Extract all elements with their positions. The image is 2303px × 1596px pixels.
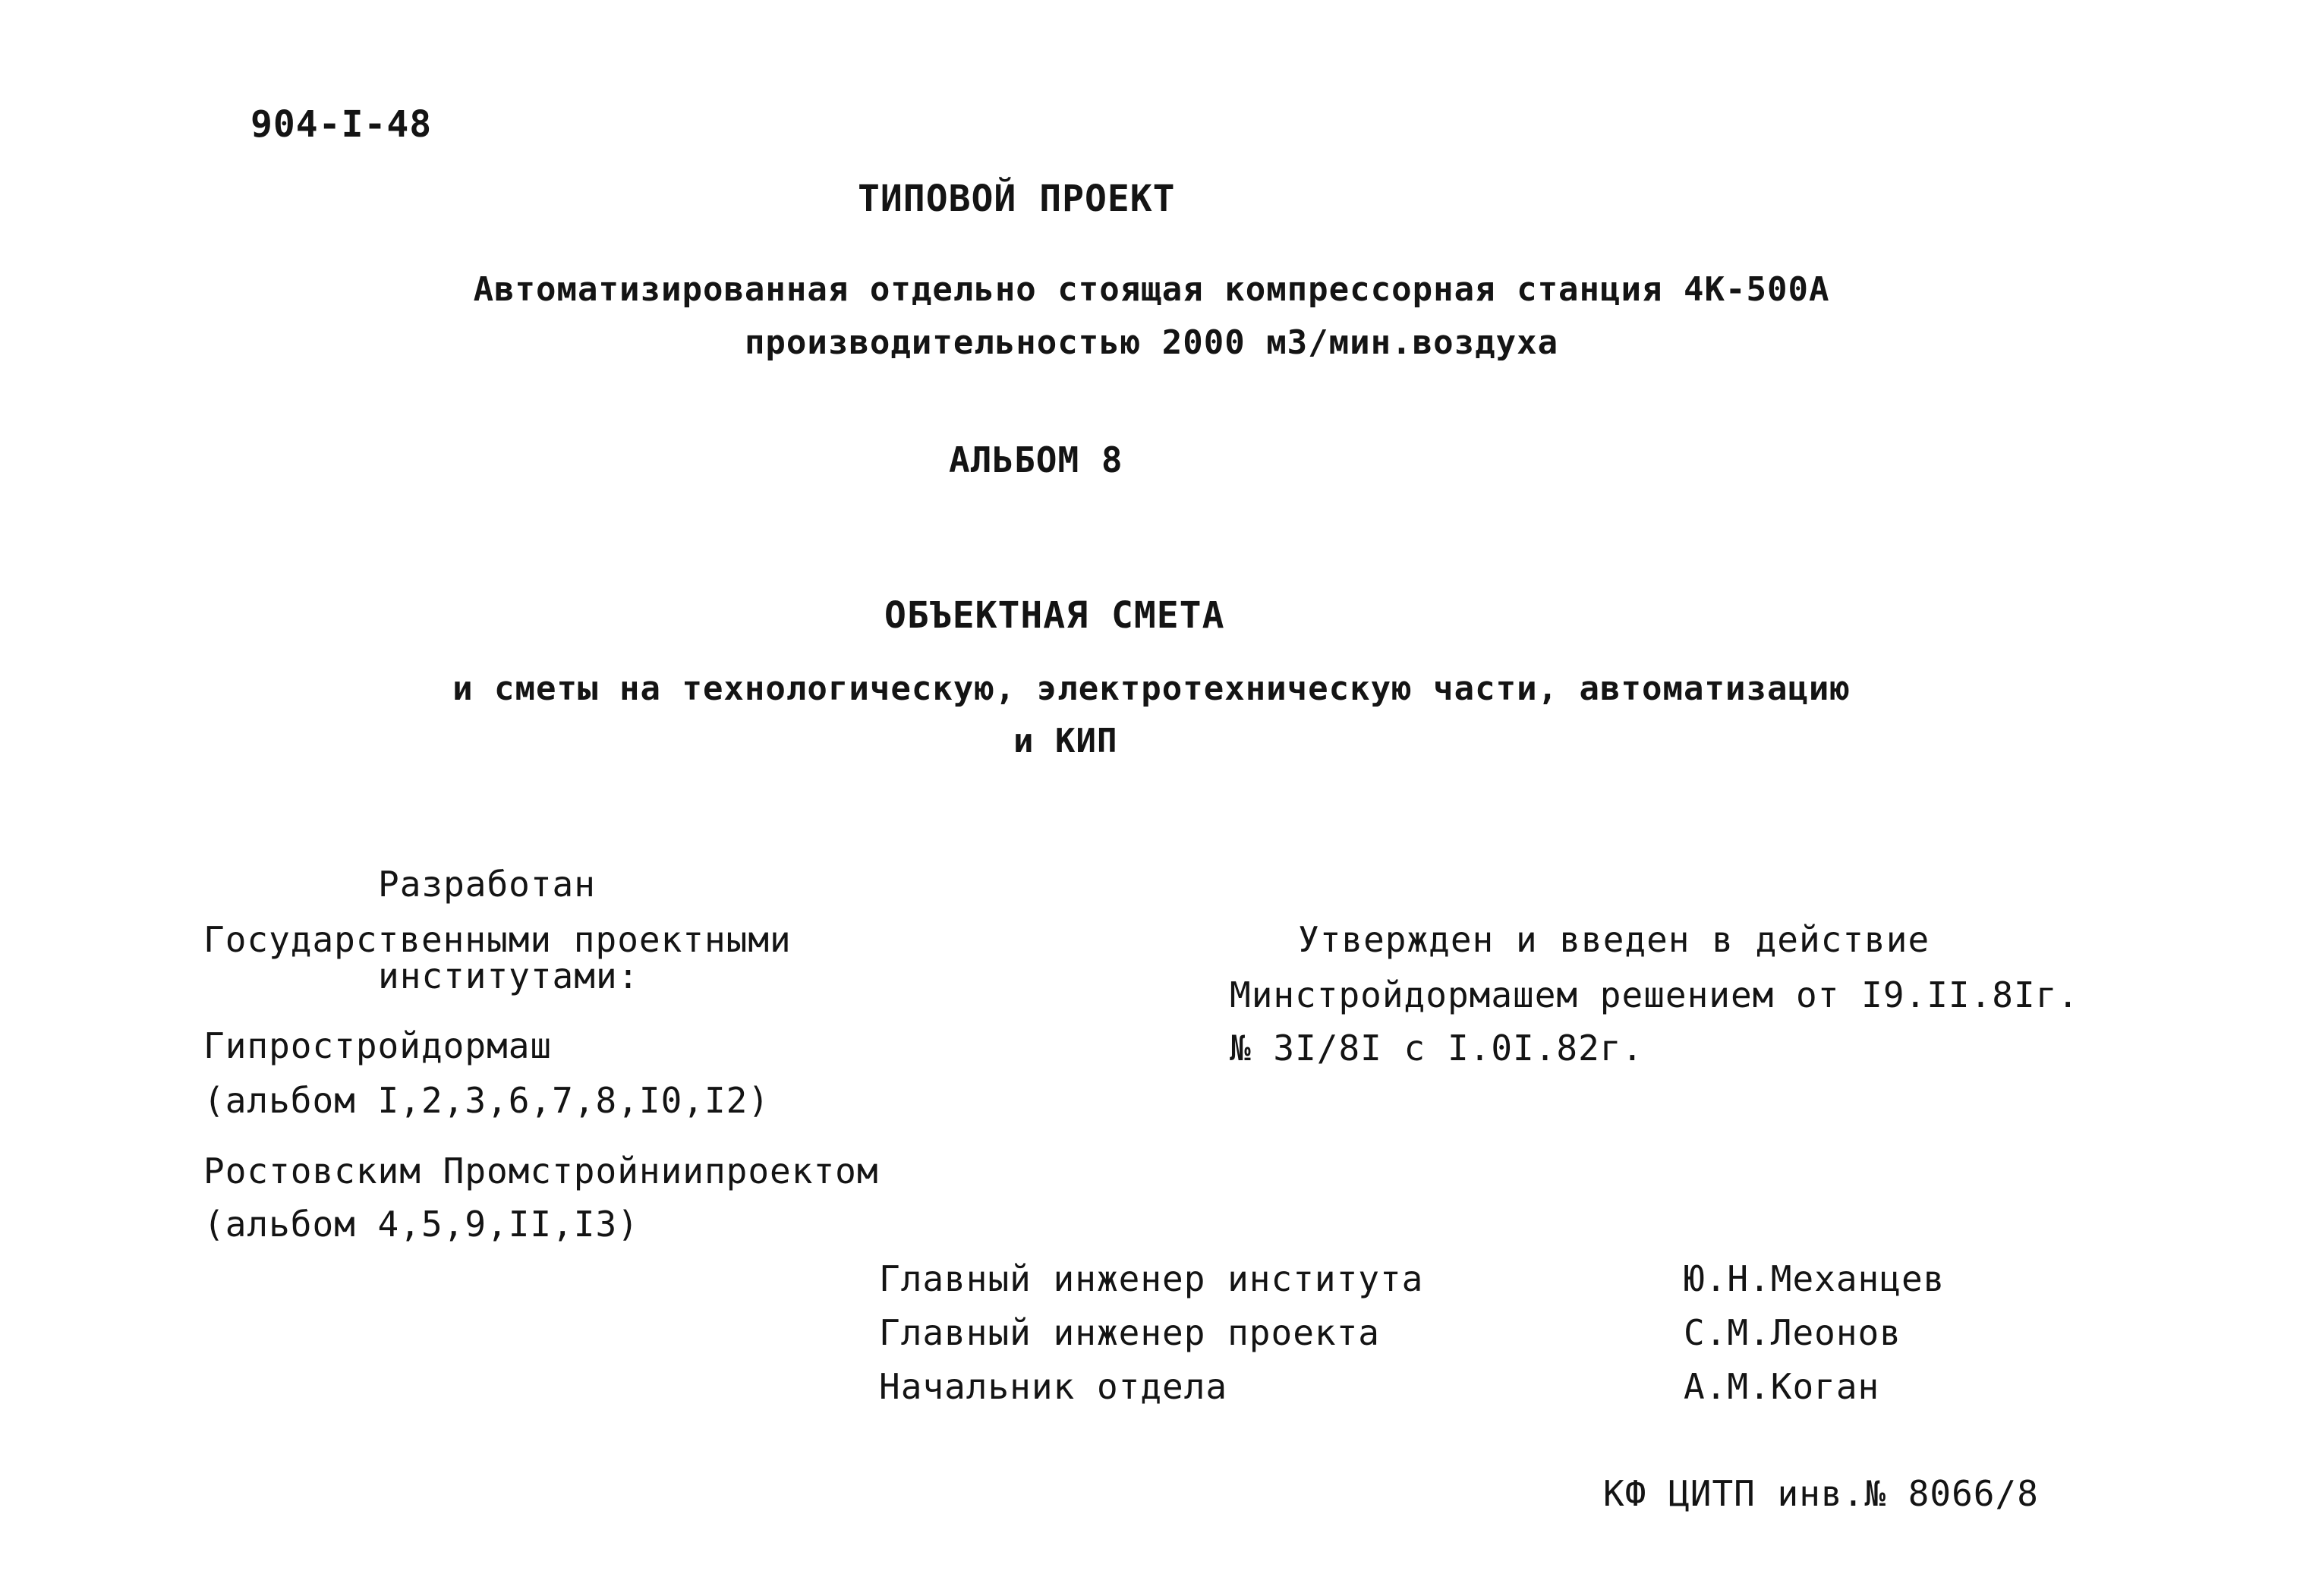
signature-role: Главный инженер института: [879, 1258, 1424, 1299]
signature-name: С.М.Леонов: [1684, 1312, 1901, 1353]
signature-role: Главный инженер проекта: [879, 1312, 1380, 1353]
document-title: ТИПОВОЙ ПРОЕКТ: [858, 178, 1176, 220]
signature-role: Начальник отдела: [879, 1366, 1228, 1407]
section-title: ОБЪЕКТНАЯ СМЕТА: [884, 594, 1225, 637]
developer-org2-albums: (альбом 4,5,9,II,I3): [203, 1204, 639, 1245]
section-subtitle-line2: и КИП: [1013, 722, 1118, 760]
approval-line1: Утвержден и введен в действие: [1298, 919, 1930, 960]
inventory-number: КФ ЦИТП инв.№ 8066/8: [1603, 1473, 2039, 1514]
approval-line3: № 3I/8I с I.0I.82г.: [1230, 1028, 1644, 1069]
document-code: 904-I-48: [250, 103, 433, 146]
approval-line2: Минстройдормашем решением от I9.II.8Iг.: [1230, 974, 2080, 1015]
project-subtitle-line2: производительностью 2000 м3/мин.воздуха: [744, 323, 1559, 362]
developer-org1-albums: (альбом I,2,3,6,7,8,I0,I2): [203, 1080, 770, 1121]
project-subtitle-line1: Автоматизированная отдельно стоящая компрессорная станция 4К-500А: [473, 270, 1830, 309]
developed-heading: Разработан: [378, 864, 596, 905]
signature-name: А.М.Коган: [1684, 1366, 1880, 1407]
developed-line1: Государственными проектными: [203, 919, 792, 960]
section-subtitle-line1: и сметы на технологическую, электротехническую части, автоматизацию: [452, 669, 1851, 708]
developer-org2-name: Ростовским Промстройниипроектом: [203, 1151, 879, 1191]
album-number: АЛЬБОМ 8: [949, 439, 1123, 480]
developed-line2: институтами:: [378, 955, 640, 996]
developer-org1-name: Гипростройдормаш: [203, 1025, 553, 1066]
signature-name: Ю.Н.Механцев: [1684, 1258, 1945, 1299]
